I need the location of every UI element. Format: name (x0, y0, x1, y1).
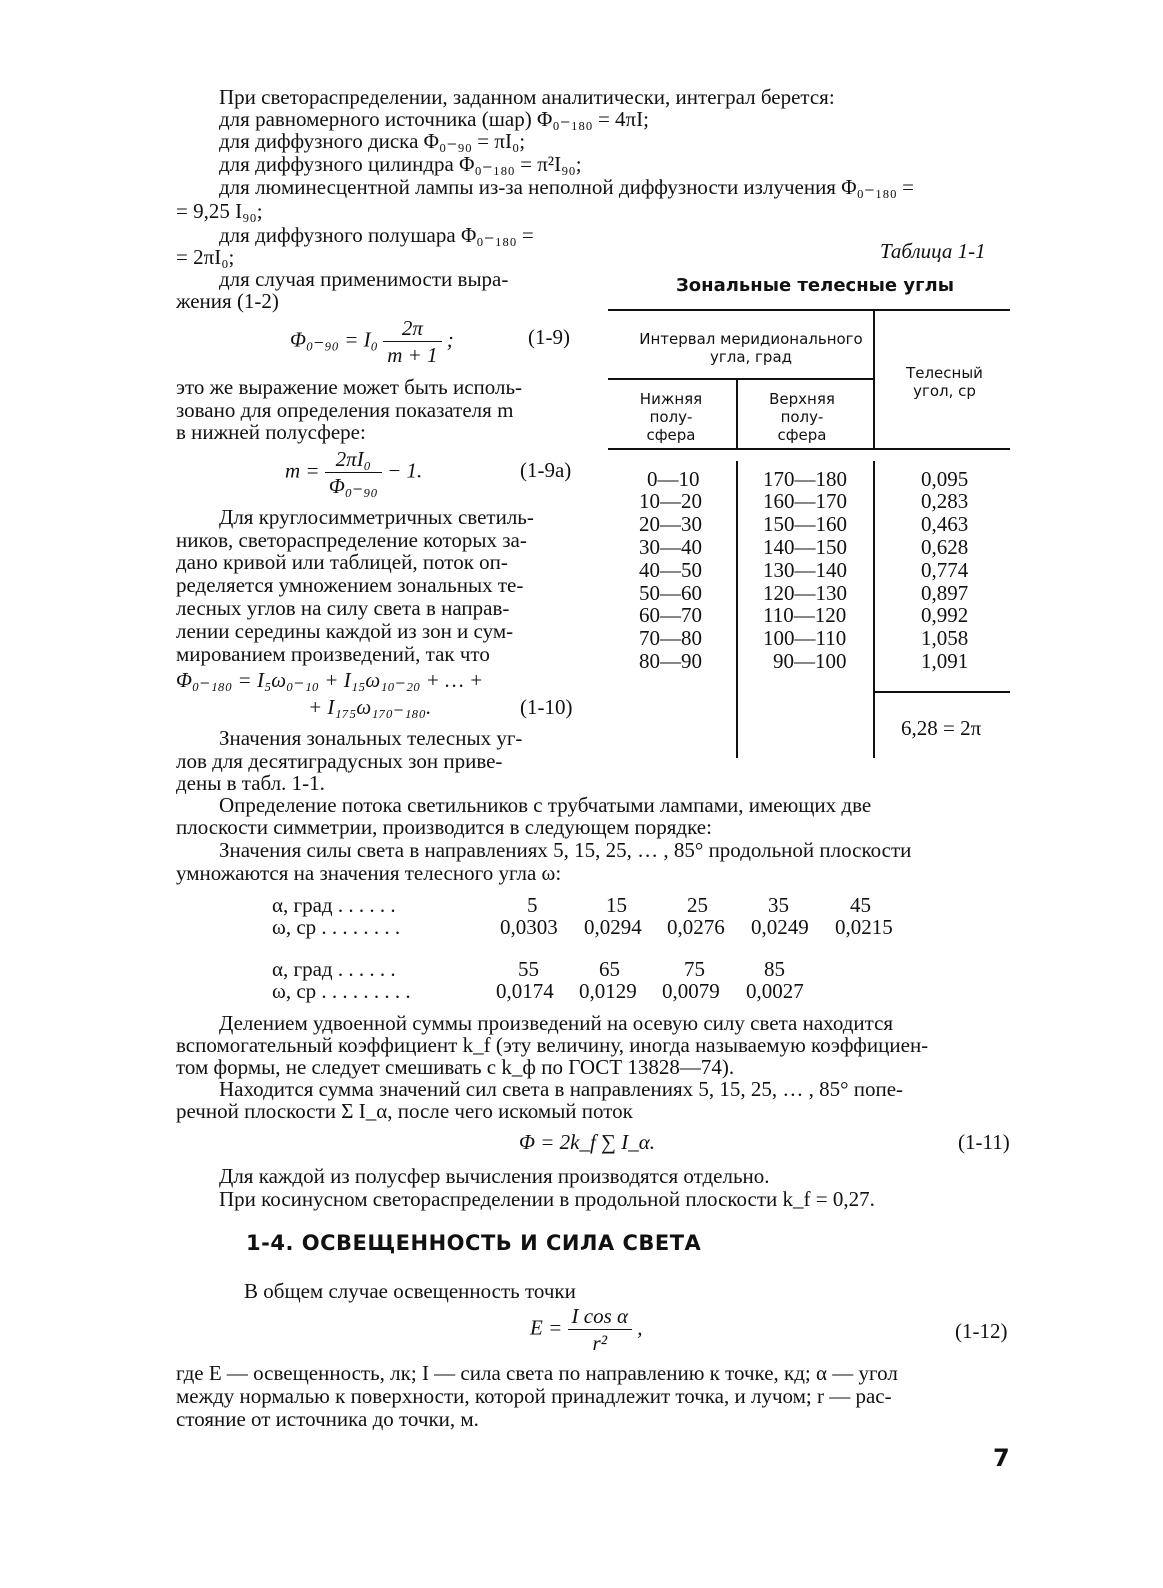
alpha-value: 15 (606, 893, 627, 917)
text-line: = 2πI₀; (176, 245, 235, 269)
cell-upper: 100—110 (763, 626, 847, 650)
text-line: дано кривой или таблицей, поток оп- (176, 550, 508, 574)
text-line: лесных углов на силу света в направ- (176, 596, 510, 620)
cell-solid: 0,628 (921, 535, 969, 559)
alpha-value: 25 (687, 893, 708, 917)
text-line: плоскости симметрии, производится в следующем порядке: (176, 815, 712, 839)
alpha-value: 75 (684, 957, 705, 981)
text-line: ределяется умножением зональных те- (176, 573, 524, 597)
equation-lhs: E = (530, 1315, 563, 1340)
alpha-value: 85 (764, 957, 785, 981)
table-body-rule (608, 448, 1010, 450)
omega-label: ω, ср . . . . . . . . . (272, 979, 411, 1003)
text-line: для диффузного диска Φ₀₋₉₀ = πI₀; (219, 129, 526, 153)
omega-value: 0,0174 (496, 979, 554, 1003)
cell-solid: 1,091 (921, 649, 969, 673)
equation-number: (1-10) (520, 695, 573, 719)
alpha-value: 45 (850, 893, 871, 917)
cell-upper: 120—130 (763, 581, 847, 605)
text-line: В общем случае освещенность точки (244, 1279, 576, 1303)
equation-fraction (325, 446, 382, 499)
cell-solid: 0,774 (921, 558, 969, 582)
text-line: для диффузного цилиндра Φ₀₋₁₈₀ = π²I₉₀; (219, 152, 582, 176)
table-divider (736, 461, 738, 758)
text-line: жения (1-2) (176, 289, 279, 313)
fraction-numerator: I cos α (568, 1303, 633, 1330)
equation-lhs: m = (285, 458, 320, 483)
text-line: Находится сумма значений сил света в направлениях 5, 15, 25, … , 85° попе- (219, 1077, 904, 1101)
cell-solid: 1,058 (921, 626, 969, 650)
omega-value: 0,0276 (667, 915, 725, 939)
cell-upper: 110—120 (763, 603, 847, 627)
text-line: Для каждой из полусфер вычисления производятся отдельно. (219, 1164, 770, 1188)
equation-number: (1-9) (528, 325, 570, 349)
header-interval: Интервал меридионального угла, град (639, 330, 863, 366)
cell-solid: 0,992 (921, 603, 969, 627)
cell-upper: 130—140 (763, 558, 847, 582)
cell-upper: 140—150 (763, 535, 847, 559)
cell-solid: 0,095 (921, 467, 969, 491)
alpha-label: α, град . . . . . . (272, 957, 396, 981)
text-line: для случая применимости выра- (219, 267, 509, 291)
cell-lower: 70—80 (639, 626, 702, 650)
fraction-denominator: r² (592, 1331, 607, 1355)
omega-value: 0,0129 (579, 979, 637, 1003)
equation-1-9a (285, 446, 422, 499)
cell-lower: 60—70 (639, 603, 702, 627)
equation-1-10-line2: + I₁₇₅ω₁₇₀₋₁₈₀. (308, 695, 432, 719)
equation-lhs: Φ₀₋₉₀ = I₀ (290, 327, 378, 352)
cell-upper: 170—180 (763, 467, 847, 491)
text-line: дены в табл. 1-1. (176, 771, 325, 795)
text-line: При светораспределении, заданном аналитически, интеграл берется: (219, 85, 835, 109)
equation-1-10-line1: Φ₀₋₁₈₀ = I₅ω₀₋₁₀ + I₁₅ω₁₀₋₂₀ + … + (176, 668, 484, 692)
fraction-numerator: 2πI₀ (325, 446, 382, 473)
omega-label: ω, ср . . . . . . . . (272, 915, 401, 939)
cell-solid: 0,463 (921, 512, 969, 536)
alpha-value: 5 (527, 893, 538, 917)
equation-fraction (383, 315, 441, 368)
fraction-numerator: 2π (383, 315, 441, 342)
cell-lower: 10—20 (639, 489, 702, 513)
cell-lower: 40—50 (639, 558, 702, 582)
text-line: между нормалью к поверхности, которой принадлежит точка, и лучом; r — рас- (176, 1384, 892, 1408)
table-divider (736, 379, 738, 448)
cell-solid: 0,283 (921, 489, 969, 513)
table-header-rule (608, 378, 873, 380)
equation-number: (1-12) (955, 1319, 1008, 1343)
cell-solid: 0,897 (921, 581, 969, 605)
table-divider (873, 461, 875, 758)
equation-fraction (568, 1303, 633, 1356)
header-upper: Верхняя полу- сфера (769, 390, 835, 444)
page-number: 7 (993, 1444, 1010, 1472)
equation-tail: ; (446, 327, 454, 352)
cell-lower: 80—90 (639, 649, 702, 673)
text-line: ников, светораспределение которых за- (176, 528, 527, 552)
text-line: Значения зональных телесных уг- (219, 726, 523, 750)
omega-value: 0,0249 (751, 915, 809, 939)
equation-number: (1-9a) (520, 458, 572, 482)
omega-value: 0,0303 (500, 915, 558, 939)
equation-1-12 (530, 1303, 643, 1356)
table-title: Зональные телесные углы (676, 275, 954, 296)
equation-1-11: Φ = 2k_f ∑ I_α. (519, 1130, 656, 1154)
text-line: Значения силы света в направлениях 5, 15, 25, … , 85° продольной плоскости (219, 838, 912, 862)
equation-1-9 (290, 315, 454, 368)
alpha-value: 55 (518, 957, 539, 981)
omega-value: 0,0079 (662, 979, 720, 1003)
text-line: При косинусном светораспределении в продольной плоскости k_f = 0,27. (219, 1187, 875, 1211)
text-line: = 9,25 I₉₀; (176, 199, 263, 223)
text-line: зовано для определения показателя m (176, 398, 514, 422)
text-line: Определение потока светильников с трубчатыми лампами, имеющих две (219, 793, 872, 817)
text-line: для люминесцентной лампы из-за неполной диффузности излучения Φ₀₋₁₈₀ = (219, 175, 915, 199)
text-line: в нижней полусфере: (176, 420, 366, 444)
omega-value: 0,0215 (835, 915, 893, 939)
text-line: стояние от источника до точки, м. (176, 1407, 479, 1431)
alpha-value: 35 (768, 893, 789, 917)
fraction-denominator: Φ₀₋₉₀ (328, 474, 378, 498)
equation-number: (1-11) (958, 1130, 1010, 1154)
fraction-denominator: m + 1 (387, 343, 438, 367)
text-line: лов для десятиградусных зон приве- (176, 749, 503, 773)
text-line: лении середины каждой из зон и сум- (176, 619, 514, 643)
alpha-value: 65 (599, 957, 620, 981)
header-lower: Нижняя полу- сфера (639, 390, 703, 444)
text-line: Делением удвоенной суммы произведений на осевую силу света находится (219, 1011, 894, 1035)
text-line: для равномерного источника (шар) Φ₀₋₁₈₀ = 4πI; (219, 107, 649, 131)
equation-tail: , (637, 1315, 643, 1340)
cell-upper: 160—170 (763, 489, 847, 513)
table-total-rule (875, 691, 1010, 693)
text-line: Для круглосимметричных светиль- (219, 505, 534, 529)
cell-lower: 0—10 (647, 467, 700, 491)
alpha-label: α, град . . . . . . (272, 893, 396, 917)
omega-value: 0,0027 (746, 979, 804, 1003)
header-solid-angle: Телесный угол, ср (906, 364, 983, 400)
text-line: вспомогательный коэффициент k_f (эту величину, иногда называемую коэффициен- (176, 1033, 929, 1057)
text-line: где E — освещенность, лк; I — сила света по направлению к точке, кд; α — угол (176, 1361, 898, 1385)
text-line: для диффузного полушара Φ₀₋₁₈₀ = (219, 223, 534, 247)
text-line: том формы, не следует смешивать с k_ф по ГОСТ 13828—74). (176, 1055, 735, 1079)
equation-tail: − 1. (387, 458, 423, 483)
table-caption: Таблица 1-1 (880, 239, 986, 263)
cell-lower: 50—60 (639, 581, 702, 605)
text-line: умножаются на значения телесного угла ω: (176, 861, 562, 885)
text-line: это же выражение может быть исполь- (176, 375, 523, 399)
cell-lower: 30—40 (639, 535, 702, 559)
table-top-rule (608, 309, 1010, 311)
cell-lower: 20—30 (639, 512, 702, 536)
cell-upper: 150—160 (763, 512, 847, 536)
text-line: мированием произведений, так что (176, 642, 490, 666)
text-line: речной плоскости Σ I_α, после чего искомый поток (176, 1099, 633, 1123)
table-total: 6,28 = 2π (901, 716, 982, 740)
section-heading: 1-4. ОСВЕЩЕННОСТЬ И СИЛА СВЕТА (246, 1231, 702, 1255)
omega-value: 0,0294 (584, 915, 642, 939)
cell-upper: 90—100 (773, 649, 847, 673)
